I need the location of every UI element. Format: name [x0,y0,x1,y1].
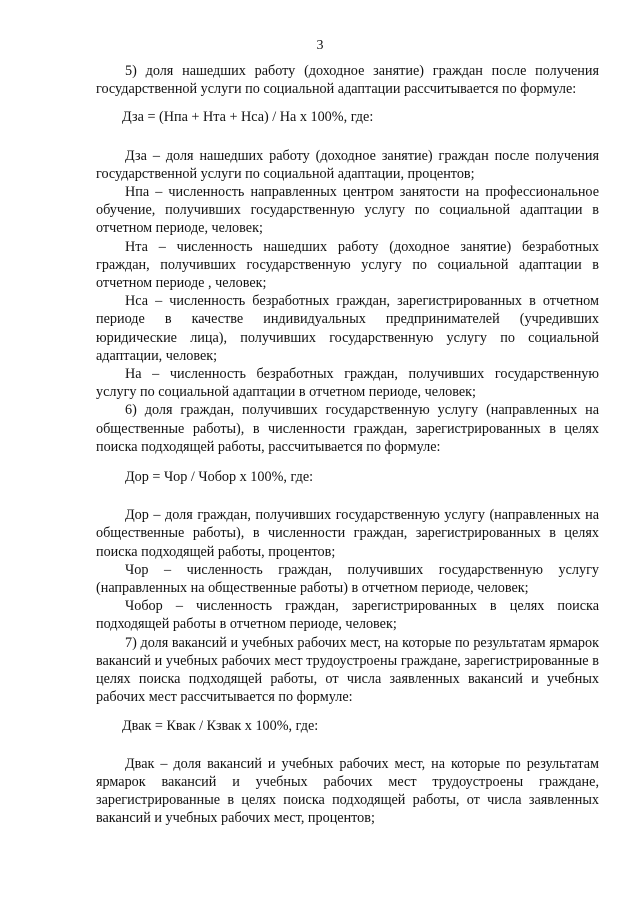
formula-dvak: Двак = Квак / Кзвак х 100%, где: [122,717,319,734]
paragraph-item-7: 7) доля вакансий и учебных рабочих мест, на которые по результатам ярмарок вакансий и учебных рабочих мест трудоустроены граждане, зарегистрированные в целях поиска подходящей работы, от числа заявленных вакансий и учебных рабочих мест рассчитывается по формуле: [96,634,599,706]
definition-na: На – численность безработных граждан, получивших государственную услугу по социальной адаптации в отчетном периоде, человек; [96,366,599,401]
definition-chobor: Чобор – численность граждан, зарегистрированных в целях поиска подходящей работы в отчетном периоде, человек; [96,598,599,633]
definition-npa: Нпа – численность направленных центром занятости на профессиональное обучение, получивших государственную услугу по социальной адаптации в отчетном периоде, человек; [96,184,599,237]
definition-nta: Нта – численность нашедших работу (доходное занятие) безработных граждан, получивших государственную услугу по социальной адаптации в отчетном периоде , человек; [96,238,599,292]
formula-dza: Дза = (Нпа + Нта + Нса) / На х 100%, где: [122,109,374,126]
definition-dvak: Двак – доля вакансий и учебных рабочих мест, на которые по результатам ярмарок вакансий и учебных рабочих мест трудоустроены граждане, зарегистрированные в целях поиска подходящей работы, от числа заявленных вакансий и учебных рабочих мест, процентов; [96,755,599,827]
paragraph-item-5: 5) доля нашедших работу (доходное занятие) граждан после получения государственной услуги по социальной адаптации рассчитывается по формуле: [96,63,599,98]
paragraph-item-6: 6) доля граждан, получивших государственную услугу (направленных на общественные работы), в численности граждан, зарегистрированных в целях поиска подходящей работы, рассчитывается по формуле: [96,402,599,455]
definition-nsa: Нса – численность безработных граждан, зарегистрированных в отчетном периоде в качестве индивидуальных предпринимателей (учредивших юридические лица), получивших государственную услугу по социальной адаптации, человек; [96,293,599,364]
definition-dza: Дза – доля нашедших работу (доходное занятие) граждан после получения государственной услуги по социальной адаптации, процентов; [96,147,599,182]
definition-chor: Чор – численность граждан, получивших государственную услугу (направленных на общественные работы) в отчетном периоде, человек; [96,561,599,597]
document-body [96,62,599,828]
formula-dor: Дор = Чор / Чобор х 100%, где: [125,469,314,486]
definition-dor: Дор – доля граждан, получивших государственную услугу (направленных на общественные работы), в численности граждан, зарегистрированных в целях поиска подходящей работы, процентов; [96,507,599,560]
page-number: 3 [316,38,324,53]
